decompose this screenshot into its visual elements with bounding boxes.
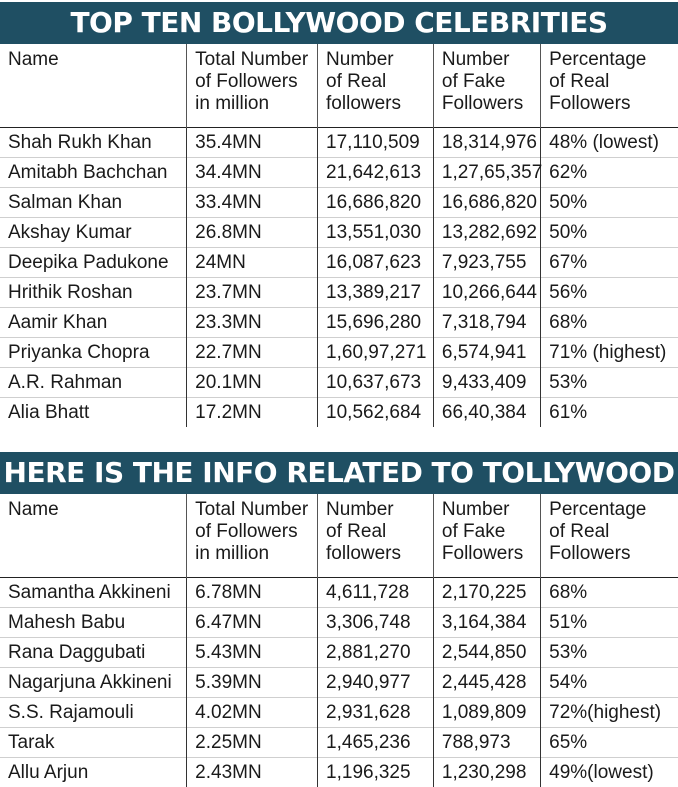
column-header-name	[0, 44, 187, 128]
header-line: Number	[326, 49, 433, 71]
cell-name: Priyanka Chopra	[0, 338, 187, 368]
cell-fake-followers: 6,574,941	[433, 338, 540, 368]
header-line: Percentage	[549, 499, 678, 521]
header-line: Followers	[549, 543, 678, 565]
header-row	[0, 494, 678, 578]
column-header-fake-followers	[433, 44, 540, 128]
cell-real-followers: 10,562,684	[318, 398, 434, 428]
cell-percentage-real: 68%	[541, 308, 678, 338]
table-row	[0, 758, 678, 787]
header-line: Name	[8, 49, 186, 71]
cell-name: Shah Rukh Khan	[0, 128, 187, 158]
table-row	[0, 638, 678, 668]
table-row	[0, 398, 678, 428]
cell-name: Akshay Kumar	[0, 218, 187, 248]
cell-fake-followers: 1,089,809	[433, 698, 540, 728]
cell-fake-followers: 1,230,298	[433, 758, 540, 787]
cell-fake-followers: 9,433,409	[433, 368, 540, 398]
cell-percentage-real: 48% (lowest)	[541, 128, 678, 158]
cell-total-followers: 24MN	[187, 248, 318, 278]
cell-percentage-real: 54%	[541, 668, 678, 698]
cell-percentage-real: 71% (highest)	[541, 338, 678, 368]
cell-real-followers: 4,611,728	[318, 578, 434, 608]
table-row	[0, 308, 678, 338]
table-row	[0, 368, 678, 398]
cell-percentage-real: 49%(lowest)	[541, 758, 678, 787]
cell-percentage-real: 50%	[541, 188, 678, 218]
column-header-total-followers	[187, 494, 318, 578]
table-row	[0, 668, 678, 698]
cell-total-followers: 5.39MN	[187, 668, 318, 698]
header-line: Followers	[442, 93, 540, 115]
cell-name: Deepika Padukone	[0, 248, 187, 278]
cell-name: Aamir Khan	[0, 308, 187, 338]
cell-fake-followers: 7,923,755	[433, 248, 540, 278]
cell-real-followers: 13,551,030	[318, 218, 434, 248]
tollywood-section	[0, 452, 678, 787]
header-line: of Followers	[195, 521, 317, 543]
cell-fake-followers: 18,314,976	[433, 128, 540, 158]
cell-real-followers: 21,642,613	[318, 158, 434, 188]
cell-real-followers: 3,306,748	[318, 608, 434, 638]
cell-fake-followers: 2,170,225	[433, 578, 540, 608]
cell-name: Mahesh Babu	[0, 608, 187, 638]
tollywood-title: HERE IS THE INFO RELATED TO TOLLYWOOD	[0, 452, 678, 494]
cell-name: Nagarjuna Akkineni	[0, 668, 187, 698]
bollywood-table	[0, 44, 678, 427]
cell-real-followers: 17,110,509	[318, 128, 434, 158]
cell-real-followers: 2,931,628	[318, 698, 434, 728]
cell-real-followers: 2,940,977	[318, 668, 434, 698]
header-line: Total Number	[195, 49, 317, 71]
header-line: Percentage	[549, 49, 678, 71]
table-row	[0, 248, 678, 278]
cell-fake-followers: 66,40,384	[433, 398, 540, 428]
table-row	[0, 578, 678, 608]
cell-total-followers: 6.78MN	[187, 578, 318, 608]
cell-total-followers: 23.7MN	[187, 278, 318, 308]
cell-fake-followers: 2,544,850	[433, 638, 540, 668]
cell-real-followers: 10,637,673	[318, 368, 434, 398]
table-row	[0, 188, 678, 218]
header-line: of Real	[549, 71, 678, 93]
cell-fake-followers: 16,686,820	[433, 188, 540, 218]
cell-name: A.R. Rahman	[0, 368, 187, 398]
table-row	[0, 728, 678, 758]
cell-percentage-real: 50%	[541, 218, 678, 248]
cell-real-followers: 1,465,236	[318, 728, 434, 758]
cell-real-followers: 16,087,623	[318, 248, 434, 278]
cell-total-followers: 5.43MN	[187, 638, 318, 668]
cell-name: Tarak	[0, 728, 187, 758]
cell-total-followers: 26.8MN	[187, 218, 318, 248]
cell-real-followers: 1,60,97,271	[318, 338, 434, 368]
cell-total-followers: 6.47MN	[187, 608, 318, 638]
header-line: of Real	[549, 521, 678, 543]
cell-percentage-real: 68%	[541, 578, 678, 608]
cell-fake-followers: 2,445,428	[433, 668, 540, 698]
bollywood-section	[0, 2, 678, 427]
cell-fake-followers: 10,266,644	[433, 278, 540, 308]
cell-name: Rana Daggubati	[0, 638, 187, 668]
table-row	[0, 158, 678, 188]
cell-name: Samantha Akkineni	[0, 578, 187, 608]
header-line: Number	[326, 499, 433, 521]
cell-percentage-real: 72%(highest)	[541, 698, 678, 728]
cell-percentage-real: 53%	[541, 638, 678, 668]
header-line: in million	[195, 93, 317, 115]
cell-total-followers: 23.3MN	[187, 308, 318, 338]
cell-name: Salman Khan	[0, 188, 187, 218]
header-line: Name	[8, 499, 186, 521]
header-line: Followers	[442, 543, 540, 565]
header-line: Number	[442, 499, 540, 521]
cell-name: S.S. Rajamouli	[0, 698, 187, 728]
column-header-real-followers	[318, 44, 434, 128]
header-line: followers	[326, 93, 433, 115]
header-line: in million	[195, 543, 317, 565]
cell-percentage-real: 51%	[541, 608, 678, 638]
table-row	[0, 338, 678, 368]
cell-real-followers: 2,881,270	[318, 638, 434, 668]
cell-percentage-real: 61%	[541, 398, 678, 428]
table-row	[0, 608, 678, 638]
table-row	[0, 218, 678, 248]
cell-real-followers: 15,696,280	[318, 308, 434, 338]
cell-percentage-real: 65%	[541, 728, 678, 758]
cell-name: Amitabh Bachchan	[0, 158, 187, 188]
cell-total-followers: 33.4MN	[187, 188, 318, 218]
cell-total-followers: 4.02MN	[187, 698, 318, 728]
bollywood-title: TOP TEN BOLLYWOOD CELEBRITIES	[0, 2, 678, 44]
cell-percentage-real: 53%	[541, 368, 678, 398]
table-row	[0, 128, 678, 158]
cell-total-followers: 22.7MN	[187, 338, 318, 368]
header-row	[0, 44, 678, 128]
header-line: of Real	[326, 71, 433, 93]
cell-fake-followers: 1,27,65,357	[433, 158, 540, 188]
cell-percentage-real: 56%	[541, 278, 678, 308]
cell-percentage-real: 67%	[541, 248, 678, 278]
column-header-percentage-real	[541, 44, 678, 128]
cell-real-followers: 1,196,325	[318, 758, 434, 787]
column-header-total-followers	[187, 44, 318, 128]
column-header-name	[0, 494, 187, 578]
cell-fake-followers: 788,973	[433, 728, 540, 758]
header-line: Total Number	[195, 499, 317, 521]
header-line: of Fake	[442, 521, 540, 543]
cell-fake-followers: 3,164,384	[433, 608, 540, 638]
cell-name: Hrithik Roshan	[0, 278, 187, 308]
cell-total-followers: 20.1MN	[187, 368, 318, 398]
table-row	[0, 278, 678, 308]
cell-total-followers: 34.4MN	[187, 158, 318, 188]
tollywood-table	[0, 494, 678, 787]
cell-real-followers: 13,389,217	[318, 278, 434, 308]
header-line: Number	[442, 49, 540, 71]
cell-total-followers: 17.2MN	[187, 398, 318, 428]
cell-name: Alia Bhatt	[0, 398, 187, 428]
column-header-fake-followers	[433, 494, 540, 578]
cell-real-followers: 16,686,820	[318, 188, 434, 218]
cell-fake-followers: 13,282,692	[433, 218, 540, 248]
cell-total-followers: 35.4MN	[187, 128, 318, 158]
header-line: of Real	[326, 521, 433, 543]
cell-fake-followers: 7,318,794	[433, 308, 540, 338]
header-line: of Fake	[442, 71, 540, 93]
column-header-real-followers	[318, 494, 434, 578]
column-header-percentage-real	[541, 494, 678, 578]
cell-total-followers: 2.25MN	[187, 728, 318, 758]
header-line: followers	[326, 543, 433, 565]
header-line: Followers	[549, 93, 678, 115]
cell-percentage-real: 62%	[541, 158, 678, 188]
cell-total-followers: 2.43MN	[187, 758, 318, 787]
table-row	[0, 698, 678, 728]
header-line: of Followers	[195, 71, 317, 93]
cell-name: Allu Arjun	[0, 758, 187, 787]
